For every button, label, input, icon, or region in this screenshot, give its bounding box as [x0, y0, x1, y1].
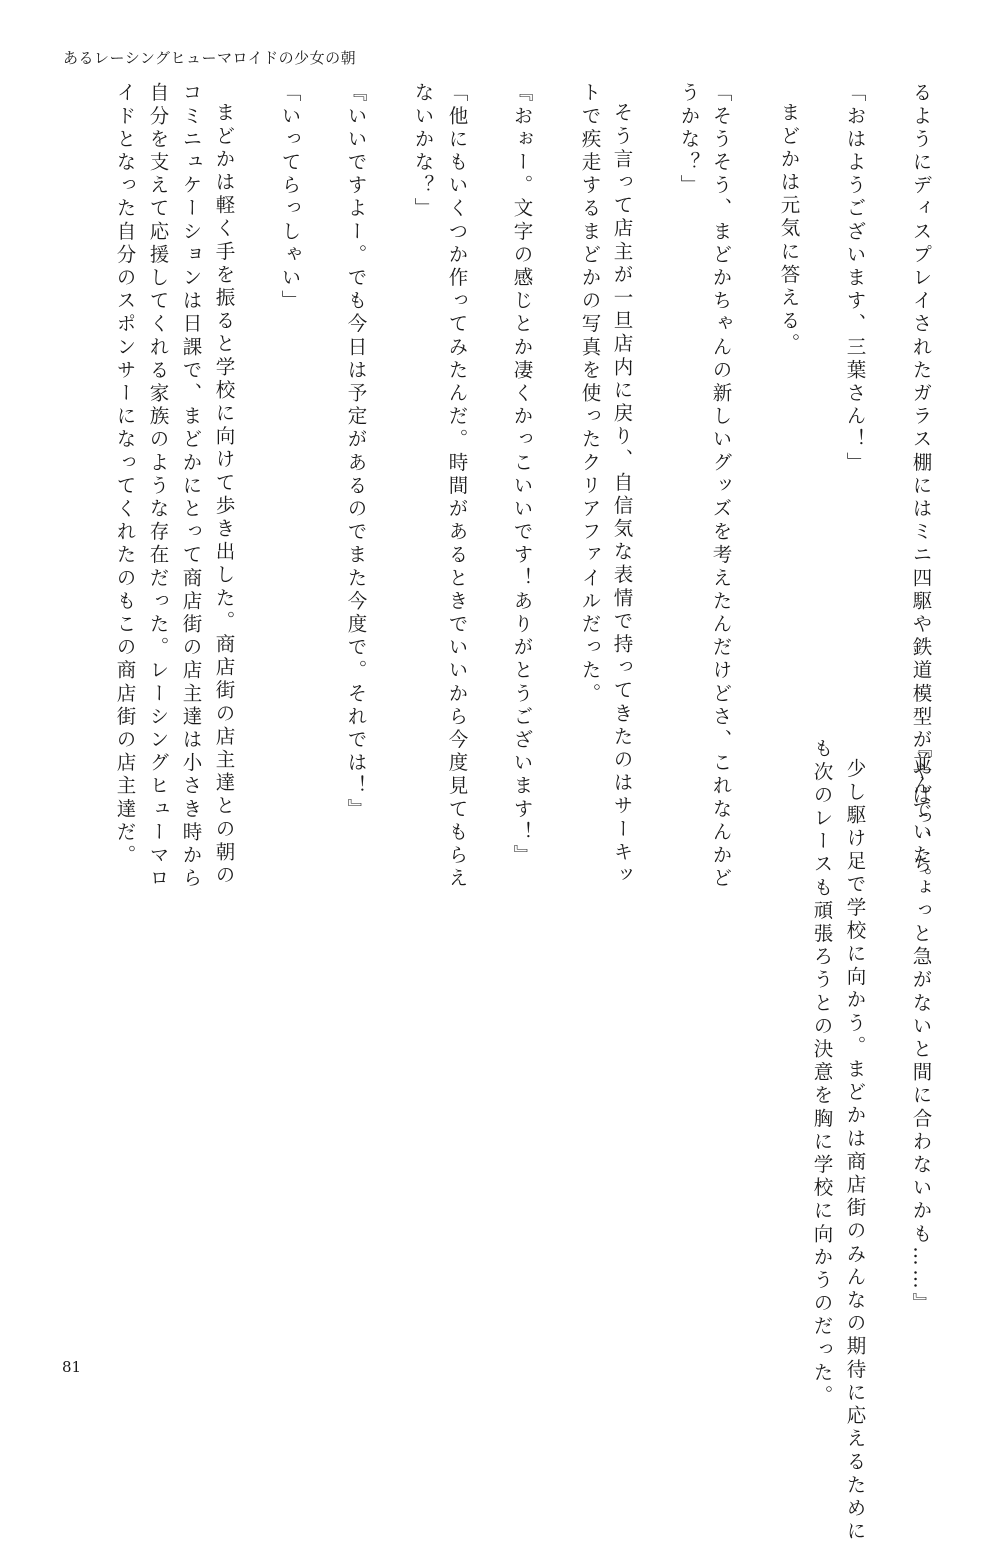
text-line: コミニュケーションは日課で、まどかにとって商店街の店主達は小さき時から	[179, 82, 203, 891]
text-line: 「そうそう、まどかちゃんの新しいグッズを考えたんだけどさ、これなんかど	[709, 82, 733, 891]
text-line: 『おぉー。文字の感じとか凄くかっこいいです！ありがとうございます！』	[510, 82, 534, 868]
text-line: まどかは元気に答える。	[777, 102, 801, 357]
text-line: 『やばっ、ちょっと急がないと間に合わないかも……』	[909, 738, 933, 1316]
text-line: うかな？」	[677, 82, 701, 198]
text-line: そう言って店主が一旦店内に戻り、自信気な表情で持ってきたのはサーキッ	[610, 102, 634, 888]
text-line: 少し駆け足で学校に向かう。まどかは商店街のみんなの期待に応えるために	[843, 758, 867, 1543]
text-line: 「おはようございます、三葉さん！」	[843, 82, 867, 475]
running-header: あるレーシングヒューマロイドの少女の朝	[63, 49, 357, 67]
text-line: イドとなった自分のスポンサーになってくれたのもこの商店街の店主達だ。	[113, 82, 137, 868]
text-line: 「他にもいくつか作ってみたんだ。時間があるときでいいから今度見てもらえ	[445, 82, 469, 891]
page-number: 81	[62, 1358, 82, 1376]
text-line: 「いってらっしゃい」	[278, 82, 302, 313]
text-line: 『いいですよー。でも今日は予定があるのでまた今度で。それでは！』	[344, 82, 368, 822]
text-line: 自分を支えて応援してくれる家族のような存在だった。レーシングヒューマロ	[146, 82, 170, 891]
text-line: まどかは軽く手を振ると学校に向けて歩き出した。商店街の店主達との朝の	[212, 102, 236, 888]
text-line: るようにディスプレイされたガラス棚にはミニ四駆や鉄道模型が並んでいた。	[909, 82, 933, 891]
text-line: ないかな？」	[411, 82, 435, 221]
text-line: トで疾走するまどかの写真を使ったクリアファイルだった。	[578, 82, 602, 706]
text-line: も次のレースも頑張ろうとの決意を胸に学校に向かうのだった。	[810, 738, 834, 1408]
